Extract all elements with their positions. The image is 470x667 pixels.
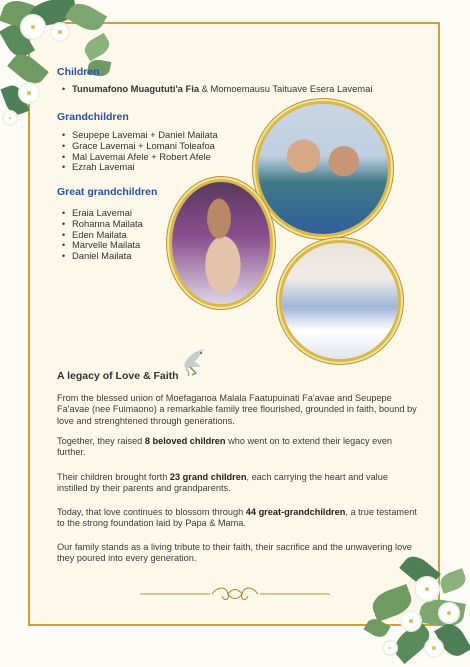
- family-group-photo: [282, 243, 398, 359]
- grandchildren-list: [62, 130, 262, 173]
- list-item: • Eden Mailata: [62, 230, 172, 241]
- great-grandchildren-heading: Great grandchildren: [57, 186, 158, 198]
- list-item: • Mal Lavemai Afele + Robert Afele: [62, 152, 262, 163]
- legacy-paragraph-5: Our family stands as a living tribute to their faith, their sacrifice and the unwavering love they poured into every generation.: [57, 542, 412, 564]
- legacy-paragraph-4: Today, that love continues to blossom through 44 great-grandchildren, a true testament to the strong foundation laid by Papa & Mama.: [57, 507, 417, 529]
- grandparents-photo: [258, 104, 388, 234]
- great-grandchildren-list: [62, 208, 172, 262]
- list-item: • Grace Lavemai + Lomani Toleafoa: [62, 141, 262, 152]
- list-item: • Rohanna Mailata: [62, 219, 172, 230]
- dove-icon: [178, 345, 208, 379]
- list-item: • Daniel Mailata: [62, 251, 172, 262]
- list-item: • Ezrah Lavemai: [62, 162, 262, 173]
- children-list: [62, 84, 402, 95]
- grandchildren-heading: Grandchildren: [57, 111, 129, 123]
- list-item: • Marvelle Mailata: [62, 240, 172, 251]
- list-item: • Tunumafono Muagututi'a Fia & Momoemausu Taituave Esera Lavemai: [62, 84, 402, 95]
- great-grandchildren-photo: [172, 182, 270, 304]
- list-item: • Eraia Lavemai: [62, 208, 172, 219]
- children-heading: Children: [57, 66, 100, 78]
- legacy-title: A legacy of Love & Faith: [57, 370, 179, 382]
- legacy-paragraph-1: From the blessed union of Moefaganoa Malala Faatupuinati Fa'avae and Seupepe Fa'avae (nee Fuimaono) a remarkable family tree flourished, grounded in faith, bound by love and strenghtened through generations.: [57, 393, 417, 426]
- legacy-paragraph-2: Together, they raised 8 beloved children who went on to extend their legacy even further.: [57, 436, 393, 458]
- list-item: • Seupepe Lavemai + Daniel Mailata: [62, 130, 262, 141]
- legacy-paragraph-3: Their children brought forth 23 grand children, each carrying the heart and value instilled by their parents and grandparents.: [57, 472, 388, 494]
- ornamental-divider-icon: [140, 584, 330, 604]
